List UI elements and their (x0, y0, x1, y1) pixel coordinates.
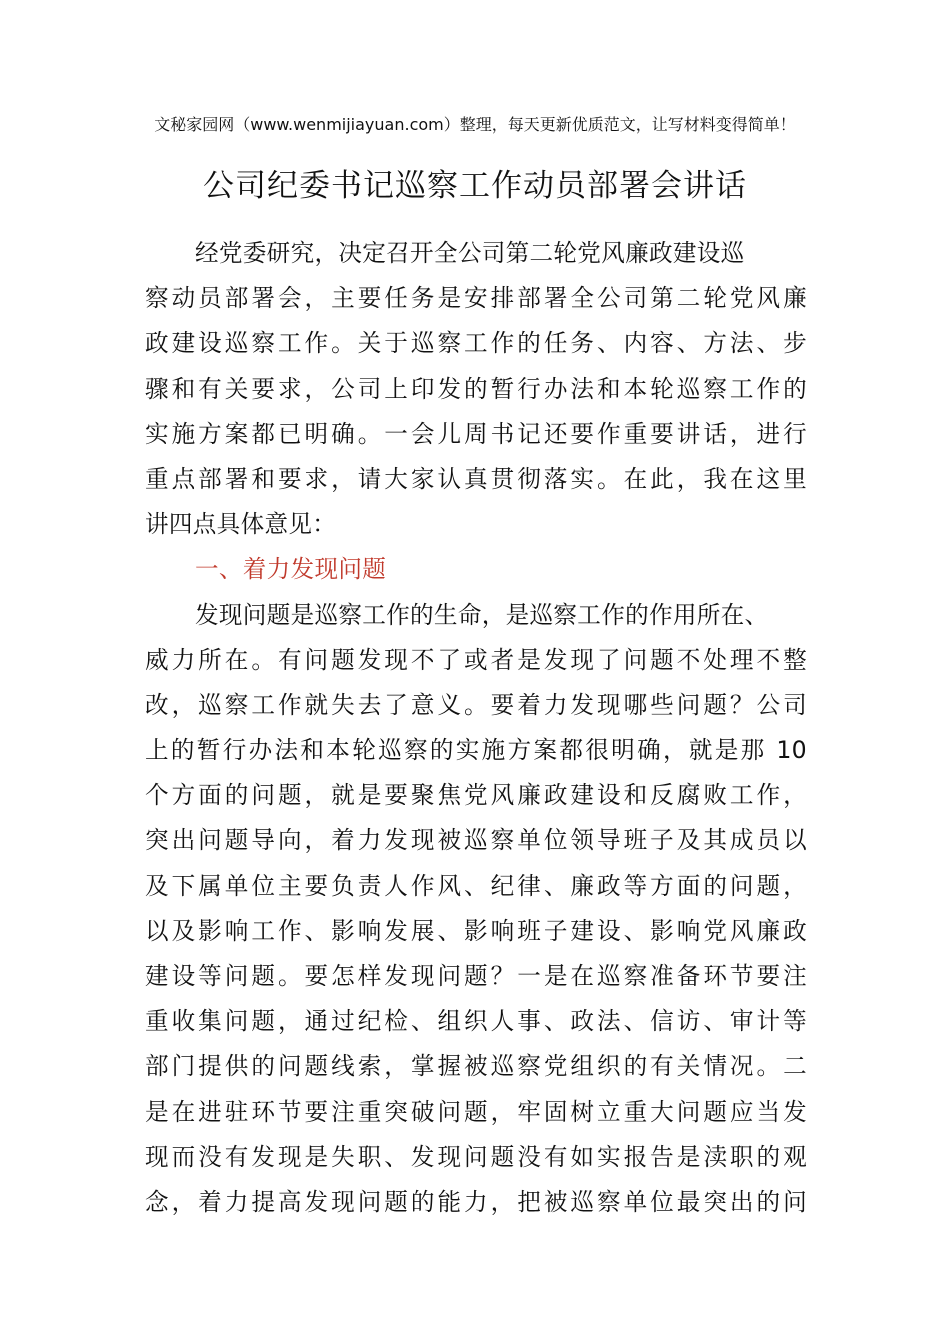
header-note: 文秘家园网（www.wenmijiayuan.com）整理，每天更新优质范文，让写材料变得简单！ (154, 115, 796, 134)
paragraph-line: 部门提供的问题线索，掌握被巡察党组织的有关情况。二 (145, 1052, 807, 1081)
paragraph-line: 骤和有关要求，公司上印发的暂行办法和本轮巡察工作的 (145, 374, 807, 403)
paragraph-line: 察动员部署会，主要任务是安排部署全公司第二轮党风廉 (145, 284, 807, 313)
paragraph-line: 重收集问题，通过纪检、组织人事、政法、信访、审计等 (145, 1007, 807, 1036)
paragraph-line: 建设等问题。要怎样发现问题？一是在巡察准备环节要注 (145, 962, 807, 990)
paragraph-line: 突出问题导向，着力发现被巡察单位领导班子及其成员以 (145, 826, 807, 855)
paragraph-line: 实施方案都已明确。一会儿周书记还要作重要讲话，进行 (145, 419, 807, 448)
paragraph-line: 上的暂行办法和本轮巡察的实施方案都很明确，就是那 10 (145, 736, 807, 765)
paragraph-line: 发现问题是巡察工作的生命，是巡察工作的作用所在、 (195, 600, 769, 629)
paragraph-line: 个方面的问题，就是要聚焦党风廉政建设和反腐败工作， (145, 781, 807, 810)
paragraph-line: 政建设巡察工作。关于巡察工作的任务、内容、方法、步 (145, 329, 807, 358)
paragraph-line: 以及影响工作、影响发展、影响班子建设、影响党风廉政 (145, 916, 807, 945)
paragraph-line: 威力所在。有问题发现不了或者是发现了问题不处理不整 (145, 645, 807, 674)
paragraph-line: 是在进驻环节要注重突破问题，牢固树立重大问题应当发 (145, 1097, 807, 1126)
paragraph-line: 改，巡察工作就失去了意义。要着力发现哪些问题？公司 (145, 690, 807, 719)
paragraph-line: 经党委研究，决定召开全公司第二轮党风廉政建设巡 (195, 239, 745, 267)
paragraph-line: 讲四点具体意见： (145, 510, 337, 539)
paragraph-line: 念，着力提高发现问题的能力，把被巡察单位最突出的问 (145, 1187, 807, 1216)
document-body (145, 231, 807, 1225)
paragraph-line: 重点部署和要求，请大家认真贯彻落实。在此，我在这里 (145, 464, 807, 493)
paragraph-line: 现而没有发现是失职、发现问题没有如实报告是渎职的观 (145, 1142, 807, 1171)
document-title: 公司纪委书记巡察工作动员部署会讲话 (203, 168, 747, 204)
section-heading: 一、着力发现问题 (195, 555, 387, 584)
paragraph-line: 及下属单位主要负责人作风、纪律、廉政等方面的问题， (145, 871, 807, 900)
